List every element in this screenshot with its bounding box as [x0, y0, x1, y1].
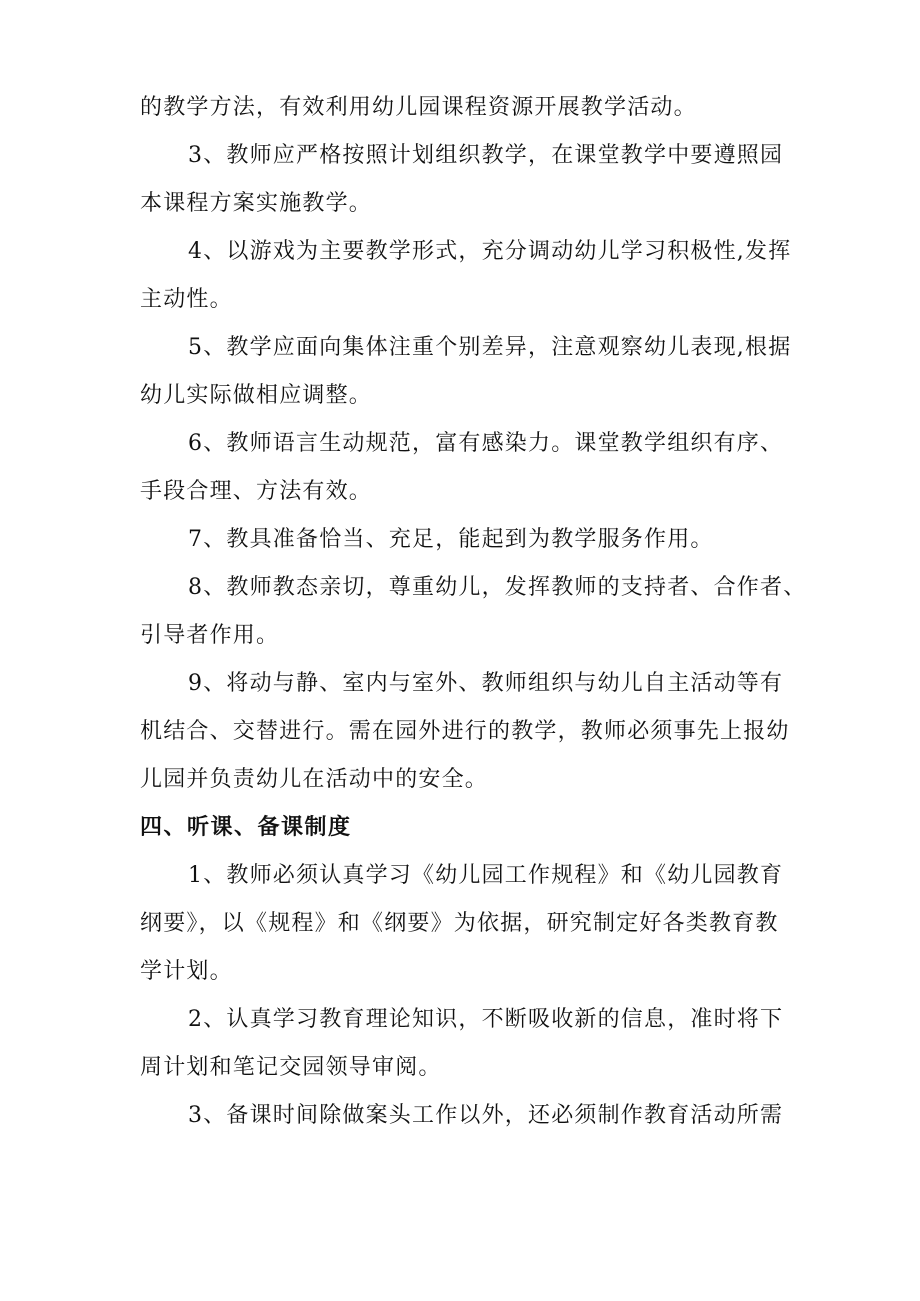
list-item-3-line-2: 本课程方案实施教学。 [140, 191, 373, 216]
section4-item-1-line-2: 纲要》，以《规程》和《纲要》为依据，研究制定好各类教育教 [140, 911, 779, 936]
document-body [140, 84, 807, 1140]
section4-item-1-line-1: 1、教师必须认真学习《幼儿园工作规程》和《幼儿园教育 [188, 863, 784, 888]
list-item-9-line-3: 儿园并负责幼儿在活动中的安全。 [140, 767, 489, 792]
section4-item-1-line-3: 学计划。 [140, 959, 233, 984]
list-item-5-line-2: 幼儿实际做相应调整。 [140, 383, 373, 408]
section-heading: 四、听课、备课制度 [140, 815, 352, 840]
list-item-4-line-1: 4、以游戏为主要教学形式，充分调动幼儿学习积极性,发挥 [188, 239, 792, 264]
section4-item-3-line-1: 3、备课时间除做案头工作以外，还必须制作教育活动所需 [188, 1103, 784, 1128]
list-item-5-line-1: 5、教学应面向集体注重个别差异，注意观察幼儿表现,根据 [188, 335, 792, 360]
list-item-6-line-2: 手段合理、方法有效。 [140, 479, 373, 504]
list-item-3-line-1: 3、教师应严格按照计划组织教学，在课堂教学中要遵照园 [188, 143, 784, 168]
list-item-9-line-1: 9、将动与静、室内与室外、教师组织与幼儿自主活动等有 [188, 671, 784, 696]
paragraph-line: 的教学方法，有效利用幼儿园课程资源开展教学活动。 [140, 95, 697, 120]
list-item-8-line-1: 8、教师教态亲切，尊重幼儿，发挥教师的支持者、合作者、 [188, 575, 807, 600]
section4-item-2-line-2: 周计划和笔记交园领导审阅。 [140, 1055, 442, 1080]
list-item-7-line-1: 7、教具准备恰当、充足，能起到为教学服务作用。 [188, 527, 714, 552]
section4-item-2-line-1: 2、认真学习教育理论知识，不断吸收新的信息，准时将下 [188, 1007, 784, 1032]
list-item-4-line-2: 主动性。 [140, 287, 233, 312]
list-item-8-line-2: 引导者作用。 [140, 623, 280, 648]
list-item-9-line-2: 机结合、交替进行。需在园外进行的教学，教师必须事先上报幼 [140, 719, 790, 744]
list-item-6-line-1: 6、教师语言生动规范，富有感染力。课堂教学组织有序、 [188, 431, 784, 456]
